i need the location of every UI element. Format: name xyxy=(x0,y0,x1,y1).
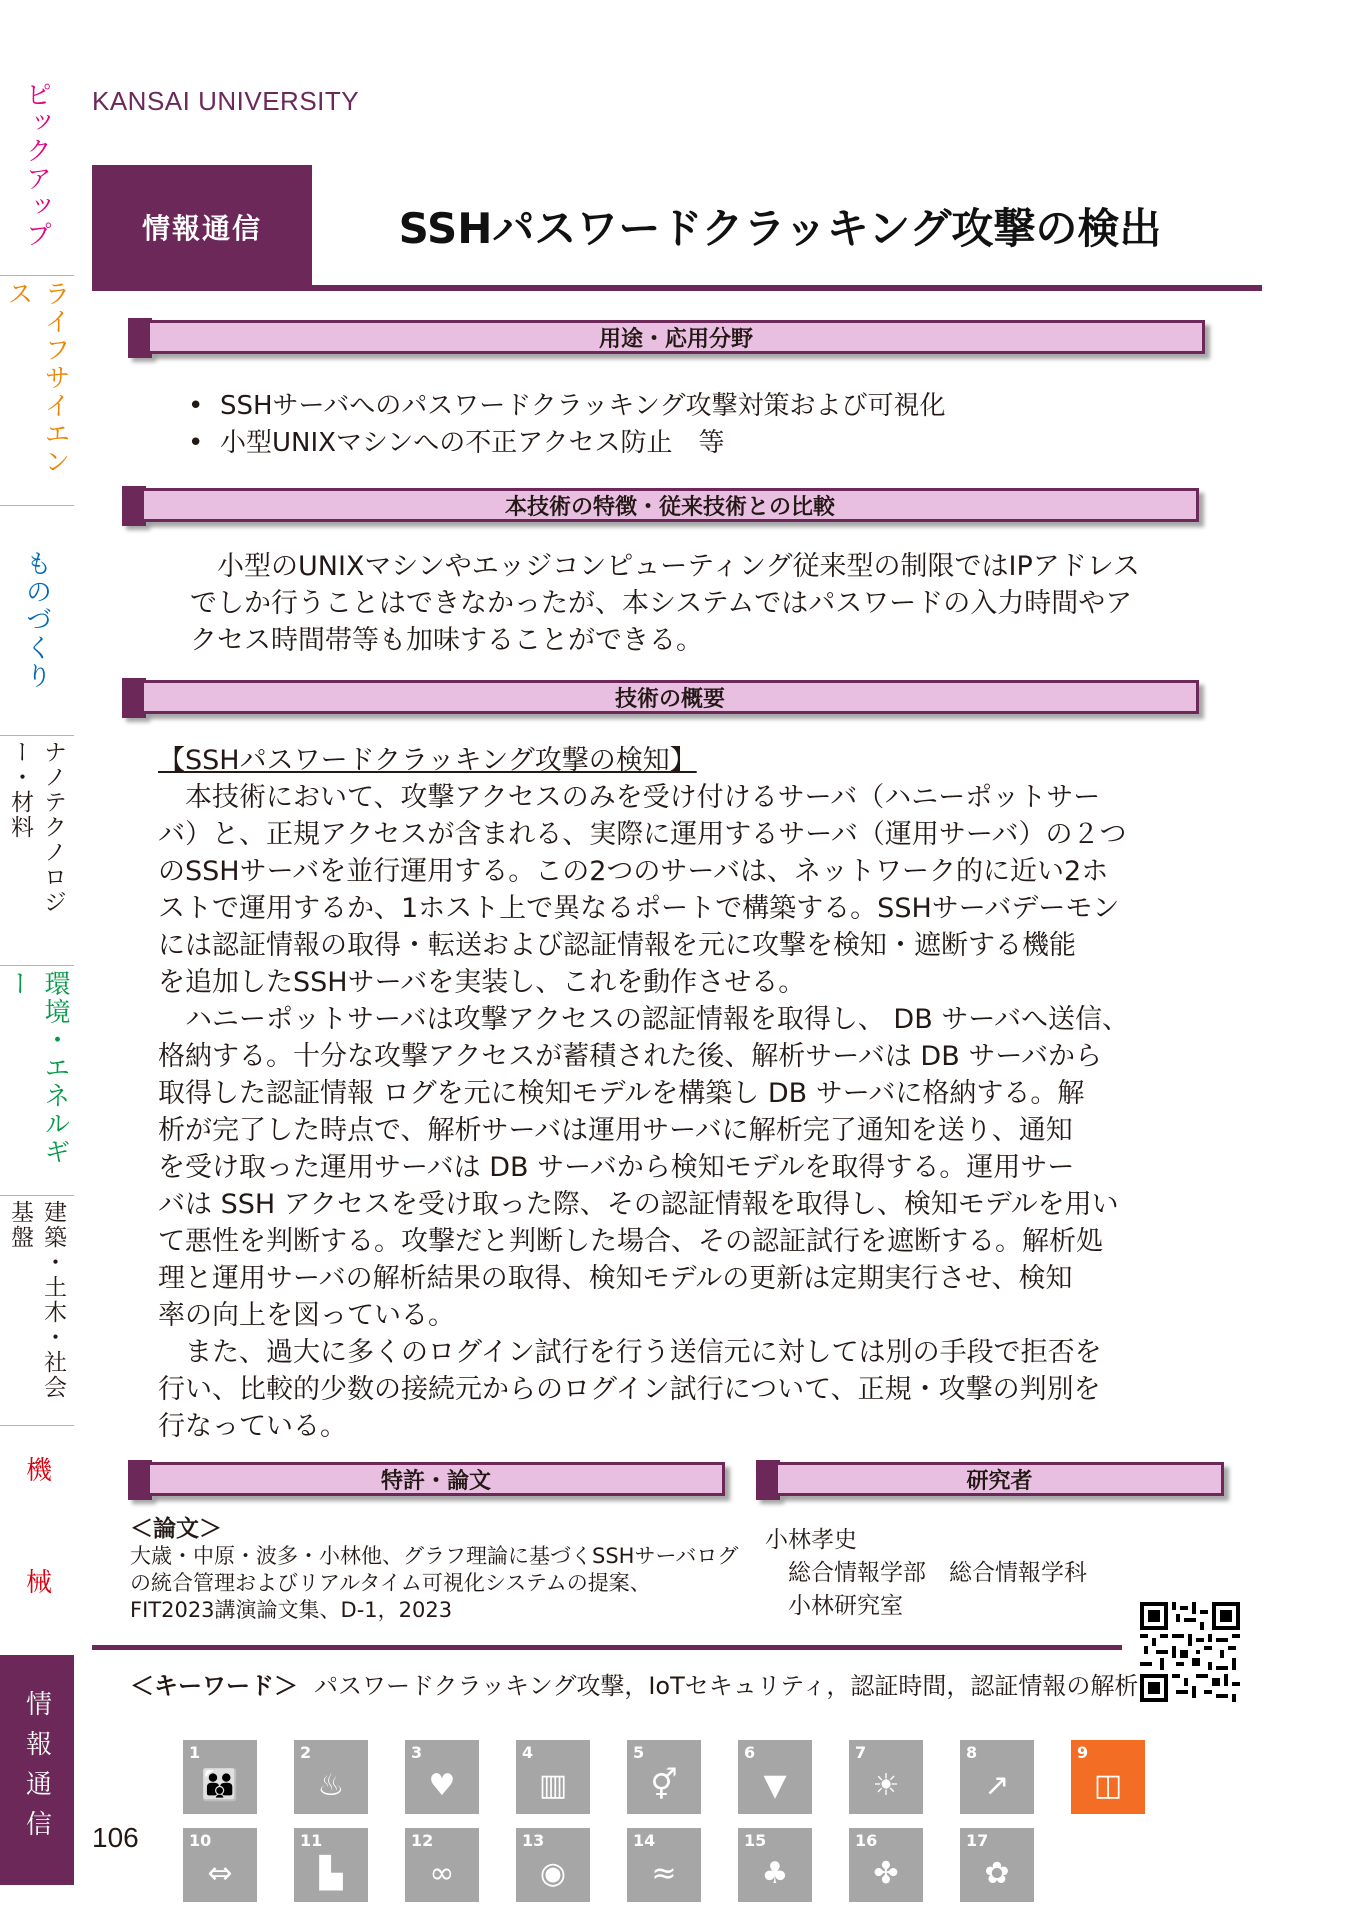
sdg-goal-1: 1 👪 xyxy=(183,1740,257,1814)
category-badge: 情報通信 xyxy=(92,165,312,288)
text-line: バは SSH アクセスを受け取った際、その認証情報を取得し、検知モデルを用い xyxy=(158,1189,1119,1220)
side-index-monozukuri[interactable] xyxy=(0,510,74,730)
applications-list xyxy=(188,388,945,462)
sun-icon: ☀ xyxy=(872,1768,900,1803)
side-index-nanotech[interactable] xyxy=(0,740,74,960)
buildings-icon: ▙ xyxy=(319,1856,343,1891)
patents-text xyxy=(130,1516,738,1624)
text-line: クセス時間帯等も加味することができる。 xyxy=(190,625,703,656)
side-index-architecture[interactable] xyxy=(0,1200,74,1420)
section-heading-applications: 用途・応用分野 xyxy=(150,320,1205,354)
text-line: て悪性を判断する。攻撃だと判断した場合、その認証試行を遮断する。解析処 xyxy=(158,1226,1103,1257)
side-index-pickup[interactable] xyxy=(0,60,74,270)
section-tab xyxy=(122,486,146,526)
people-icon: 👪 xyxy=(201,1768,239,1803)
researcher-affiliation: 総合情報学部 総合情報学科 xyxy=(765,1560,1087,1586)
side-index-label: ピックアップ xyxy=(21,81,52,249)
text-line: ハニーポットサーバは攻撃アクセスの認証情報を取得し、 DB サーバへ送信、 xyxy=(158,1004,1129,1035)
fish-icon: ≈ xyxy=(651,1856,677,1891)
sdg-goal-8: 8 ↗ xyxy=(960,1740,1034,1814)
text-line: を追加したSSHサーバを実装し、これを動作させる。 xyxy=(158,967,806,998)
text-line: 行なっている。 xyxy=(158,1411,347,1442)
keywords-text: パスワードクラッキング攻撃，IoTセキュリティ，認証時間，認証情報の解析 xyxy=(314,1672,1139,1700)
infinity-icon: ∞ xyxy=(429,1856,455,1891)
features-text xyxy=(190,548,1150,659)
sdg-goal-6: 6 ▼ xyxy=(738,1740,812,1814)
bowl-icon: ♨ xyxy=(317,1768,345,1803)
sdg-goal-17: 17 ✿ xyxy=(960,1828,1034,1902)
sdg-goal-16: 16 ✤ xyxy=(849,1828,923,1902)
text-line: 大歳・中原・波多・小林他、グラフ理論に基づくSSHサーバログ xyxy=(130,1544,739,1568)
text-line: 理と運用サーバの解析結果の取得、検知モデルの更新は定期実行させ、検知 xyxy=(158,1263,1073,1294)
text-line: 本技術において、攻撃アクセスのみを受け付けるサーバ（ハニーポットサー xyxy=(158,782,1101,813)
researcher-lab: 小林研究室 xyxy=(765,1593,903,1619)
side-index-ict[interactable] xyxy=(0,1655,74,1885)
sdg-goal-13: 13 ◉ xyxy=(516,1828,590,1902)
side-index-life-science[interactable] xyxy=(0,280,74,500)
side-index-label: ライフサイエンス xyxy=(3,280,70,476)
sdg-goal-15: 15 ♣ xyxy=(738,1828,812,1902)
side-index-environment[interactable] xyxy=(0,970,74,1190)
sdg-goal-12: 12 ∞ xyxy=(405,1828,479,1902)
heartbeat-icon: ♥ xyxy=(428,1768,456,1803)
title-divider xyxy=(92,285,1262,291)
sdg-goal-2: 2 ♨ xyxy=(294,1740,368,1814)
text-line: また、過大に多くのログイン試行を行う送信元に対しては別の手段で拒否を xyxy=(158,1337,1102,1368)
text-line: 析が完了した時点で、解析サーバは運用サーバに解析完了通知を送り、通知 xyxy=(158,1115,1073,1146)
side-index-machine[interactable] xyxy=(0,1430,74,1650)
overview-text xyxy=(158,742,1158,1445)
flower-icon: ✿ xyxy=(984,1856,1010,1891)
text-line: でしか行うことはできなかったが、本システムではパスワードの入力時間やア xyxy=(190,588,1133,619)
dove-icon: ✤ xyxy=(873,1856,899,1891)
section-tab xyxy=(128,318,152,358)
cubes-icon: ◫ xyxy=(1093,1768,1123,1803)
text-line: 率の向上を図っている。 xyxy=(158,1300,455,1331)
sdg-goal-14: 14 ≈ xyxy=(627,1828,701,1902)
text-line: 取得した認証情報 ログを元に検知モデルを構築し DB サーバに格納する。解 xyxy=(158,1078,1085,1109)
side-index-label: ものづくり xyxy=(21,550,52,690)
keywords xyxy=(130,1666,1138,1701)
section-heading-researcher: 研究者 xyxy=(778,1462,1224,1496)
list-item: • 小型UNIXマシンへの不正アクセス防止 等 xyxy=(188,428,725,458)
equality-icon: ⇔ xyxy=(207,1856,233,1891)
sdg-goal-4: 4 ▥ xyxy=(516,1740,590,1814)
sdg-goal-10: 10 ⇔ xyxy=(183,1828,257,1902)
gender-icon: ⚥ xyxy=(650,1768,678,1803)
side-index-label: 環境・エネルギー xyxy=(3,970,70,1166)
list-item: • SSHサーバへのパスワードクラッキング攻撃対策および可視化 xyxy=(188,391,946,421)
text-line: には認証情報の取得・転送および認証情報を元に攻撃を検知・遮断する機能 xyxy=(158,930,1076,961)
university-name: KANSAI UNIVERSITY xyxy=(92,86,360,116)
section-tab xyxy=(122,678,146,718)
section-heading-features: 本技術の特徴・従来技術との比較 xyxy=(144,488,1199,522)
researcher-name: 小林孝史 xyxy=(765,1527,857,1553)
side-index-label: ナノテクノロジー・材料 xyxy=(7,740,66,915)
text-line: ストで運用するか、1ホスト上で異なるポートで構築する。SSHサーバデーモン xyxy=(158,893,1120,924)
section-heading-patents: 特許・論文 xyxy=(150,1462,725,1496)
water-icon: ▼ xyxy=(763,1768,787,1803)
section-tab xyxy=(756,1460,780,1500)
eye-globe-icon: ◉ xyxy=(539,1856,567,1891)
tree-icon: ♣ xyxy=(761,1856,789,1891)
text-line: 行い、比較的少数の接続元からのログイン試行について、正規・攻撃の判別を xyxy=(158,1374,1101,1405)
keyword-divider xyxy=(92,1645,1122,1650)
sdg-goal-5: 5 ⚥ xyxy=(627,1740,701,1814)
page-number: 106 xyxy=(92,1822,139,1853)
text-line: の統合管理およびリアルタイム可視化システムの提案、 xyxy=(130,1571,651,1595)
overview-subtitle: 【SSHパスワードクラッキング攻撃の検知】 xyxy=(158,745,697,776)
sdg-goal-11: 11 ▙ xyxy=(294,1828,368,1902)
text-line: FIT2023講演論文集、D-1，2023 xyxy=(130,1598,453,1622)
side-index-label: 建築・土木・社会基盤 xyxy=(7,1200,66,1400)
text-line: バ）と、正規アクセスが含まれる、実際に運用するサーバ（運用サーバ）の２つ xyxy=(158,819,1127,850)
keywords-label: ＜キーワード＞ xyxy=(130,1672,298,1700)
sdg-goal-7: 7 ☀ xyxy=(849,1740,923,1814)
book-icon: ▥ xyxy=(538,1768,568,1803)
sdg-goal-9: 9 ◫ xyxy=(1071,1740,1145,1814)
text-line: 小型のUNIXマシンやエッジコンピューティング従来型の制限ではIPアドレス xyxy=(190,551,1140,582)
text-line: 格納する。十分な攻撃アクセスが蓄積された後、解析サーバは DB サーバから xyxy=(158,1041,1102,1072)
growth-chart-icon: ↗ xyxy=(984,1768,1010,1803)
text-line: のSSHサーバを並行運用する。この2つのサーバは、ネットワーク的に近い2ホ xyxy=(158,856,1109,887)
qr-code-icon[interactable] xyxy=(1140,1602,1240,1702)
page-title: SSHパスワードクラッキング攻撃の検出 xyxy=(398,204,1162,253)
section-heading-overview: 技術の概要 xyxy=(144,680,1199,714)
text-line: を受け取った運用サーバは DB サーバから検知モデルを取得する。運用サー xyxy=(158,1152,1075,1183)
patent-label: ＜論文＞ xyxy=(130,1516,222,1542)
sdg-goal-3: 3 ♥ xyxy=(405,1740,479,1814)
researcher-info xyxy=(765,1524,1087,1623)
side-index-label: 機 械 xyxy=(21,1456,52,1624)
section-tab xyxy=(128,1460,152,1500)
side-index-label: 情報通信 xyxy=(21,1690,52,1850)
